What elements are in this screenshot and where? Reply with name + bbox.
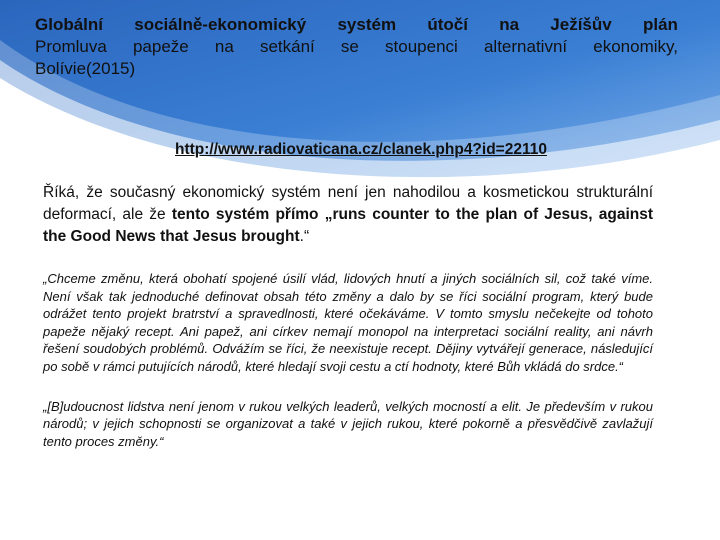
title-word: plán xyxy=(642,15,678,34)
title-word: sociálně-ekonomický xyxy=(134,15,307,34)
subtitle-line: Promluva papeže na setkání se stoupenci alternativní ekonomiky, xyxy=(35,37,678,56)
quote-paragraph: „Chceme změnu, která obohatí spojené úsilí vlád, lidových hnutí a jiných sociálních sil, což také víme. Není však tak jednoduché definovat obsah této změny a dalo by se říci sociální program, který bude odrážet tento projekt bratrství a spravedlnosti, které očekáváme. V tomto smyslu nečekejte od tohoto papeže nějaký recept. Ani papež, ani církev nemají monopol na interpretaci sociální reality, ani návrh řešení soudobých problémů. Odvážím se říci, že neexistuje recept. Dějiny vytvářejí generace, následující po sobě v rámci putujících národů, které hledají svoji cestu a ctí hodnoty, které Bůh vkládá do srdce.“ xyxy=(43,271,653,374)
slide-title xyxy=(35,14,678,80)
lead-bold-text: tento systém přímo „runs counter to the plan of Jesus, against the Good News that Jesus brought xyxy=(43,206,653,245)
title-heading xyxy=(35,14,678,36)
lead-text: Říká, že současný ekonomický systém není jen nahodilou a kosmetickou strukturální deformací, ale že xyxy=(43,184,653,223)
lead-paragraph xyxy=(43,182,653,248)
lead-text-end: .“ xyxy=(299,228,310,245)
title-word: na xyxy=(499,15,520,34)
title-word: systém xyxy=(337,15,397,34)
title-word: útočí xyxy=(427,15,468,34)
slide-body xyxy=(43,182,653,450)
quote-paragraph: „[B]udoucnost lidstva není jenom v rukou velkých leaderů, velkých mocností a elit. Je především v rukou národů; v jejich schopnosti se organizovat a také v jejich rukou, které pokorně a přesvědčivě zavlažují tento proces změny.“ xyxy=(43,398,653,449)
title-word: Globální xyxy=(35,15,103,34)
subtitle-line: Bolívie(2015) xyxy=(35,59,136,78)
title-word: Ježíšův xyxy=(550,15,612,34)
source-link[interactable]: http://www.radiovaticana.cz/clanek.php4?id=22110 xyxy=(175,141,547,158)
